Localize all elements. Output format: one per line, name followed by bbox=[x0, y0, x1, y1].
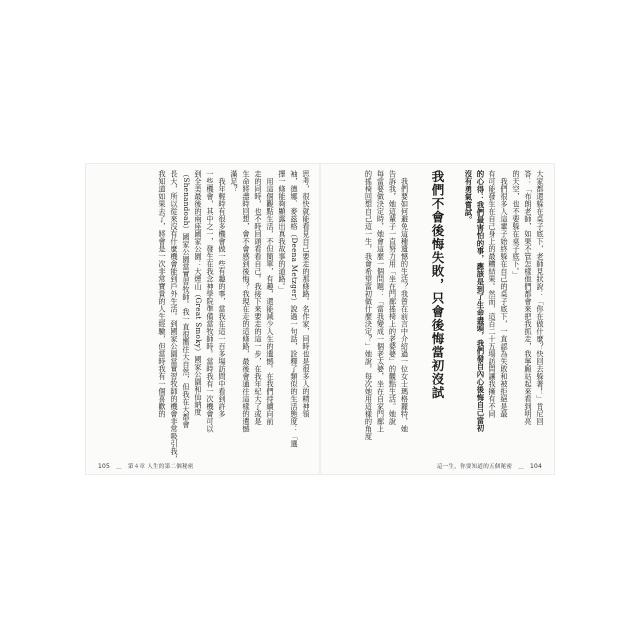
text-line: 的天空，也不要躲在桌子底下。」 bbox=[512, 170, 521, 279]
left-folio-separator: ＿ bbox=[116, 464, 122, 470]
text-line bbox=[452, 170, 460, 458]
text-line: 我年輕時有很多機會做一些有趣的事，當我在這一百多場訪問中看到許多 bbox=[218, 170, 227, 418]
text-line: 走的同時，也不時回頭看看自己。我接下來要走的這一步，在我年紀大了或是 bbox=[254, 170, 263, 425]
left-page-number: 105 bbox=[98, 463, 111, 470]
text-line: 有可能發生在自己身上的最糟結果。然而，這百二十五場訪問讓我擁有不同 bbox=[488, 170, 497, 418]
text-line: 告訴我，她這輩子一直努力用「坐在門廊搖椅上的老婆婆」的觀點生活。她說 bbox=[388, 170, 398, 425]
text-line: （Shenandoah）國家公園當實習牧師。我一直很嚮往大自然，但我在大都會 bbox=[182, 170, 191, 429]
left-folio-title: 人生的第二個秘密 bbox=[147, 464, 194, 470]
text-line: 袖，德娜．麥茲格（Deena Metzger）說過一句話，詮釋了類似的生活態度：「選 bbox=[290, 170, 299, 448]
text-line: 沒有勇氣嘗試。 bbox=[464, 170, 473, 224]
right-folio-separator: ＿ bbox=[518, 464, 524, 470]
text-line: 的心得：我們最害怕的事，應該是到了生命盡頭，我們發自內心後悔自己當初 bbox=[476, 170, 485, 432]
text-line bbox=[412, 170, 420, 458]
text-line: 用這個觀點生活，不但簡單，有趣，還能減少人生的遺憾。在我們持續向前 bbox=[266, 170, 275, 425]
right-page bbox=[320, 164, 554, 474]
text-line: 生命將盡時回想，會不會感到後悔？我現在走的這條路，最後會通往這樣的遺憾 bbox=[242, 170, 251, 433]
text-line: 思考，很快就能看見自己要走的那條路。名作家，同時也是很多人的精神領 bbox=[302, 170, 311, 418]
left-folio-chapter: 第４章 bbox=[127, 464, 146, 470]
text-line: 的搖椅回想自己這一生，我會希望當初做什麼決定？」她說，每次她用這樣的角度 bbox=[364, 170, 374, 440]
text-line: 每當要做決定時，她會這麼一個問題：「當我變成一個老太婆，坐在自家門廊上 bbox=[376, 170, 386, 433]
right-folio bbox=[437, 462, 542, 470]
text-line: 長大，所以從來沒有什麼機會能到戶外生活。到國家公園當實習牧師的機會非常吸引我， bbox=[170, 170, 179, 463]
right-page-text bbox=[334, 170, 544, 458]
text-line: 擇一條能夠顯露出真我故事的道路。」 bbox=[278, 170, 287, 294]
text-line: 我知道如果去了，將會是一次非常寶貴的人生經驗，但當時我有一個喜歡的 bbox=[158, 170, 167, 418]
right-folio-title: 這一生，你要知道的五個秘密 bbox=[436, 464, 513, 470]
section-heading: 我們不會後悔失敗，只會後悔當初沒試 bbox=[430, 170, 446, 400]
text-line: 我們很多人這輩子始終躲在自己的桌子底下，一直認為失敗和被拒絕是最 bbox=[500, 170, 509, 418]
book-spread bbox=[86, 164, 554, 474]
right-page-number: 104 bbox=[529, 463, 542, 470]
text-line: 一些機會，其中之一，發生在我念神學院準備當牧師時。當時我有一次機會可以 bbox=[206, 170, 215, 433]
left-page bbox=[86, 164, 320, 474]
left-page-text bbox=[100, 170, 311, 463]
left-folio bbox=[98, 462, 194, 470]
text-line: 大家都還躲在桌子底下，老師見狀說：「你在做什麼？快回去躲著！」肯尼回 bbox=[536, 170, 545, 425]
text-line: 我們要如何避免這種遺憾的生活？我曾在前言中介紹過一位女士瑪格麗特，她 bbox=[400, 170, 410, 433]
text-line: 到全美最後的兩座國家公園：大煙山（Great Smoky）國家公園和仙納度 bbox=[194, 170, 203, 416]
text-line: 滿足？ bbox=[230, 170, 239, 193]
text-line: 答：「布朗老師，如果不管怎樣他們都會來把我抓走，我寧願站起來看到明亮 bbox=[524, 170, 533, 425]
